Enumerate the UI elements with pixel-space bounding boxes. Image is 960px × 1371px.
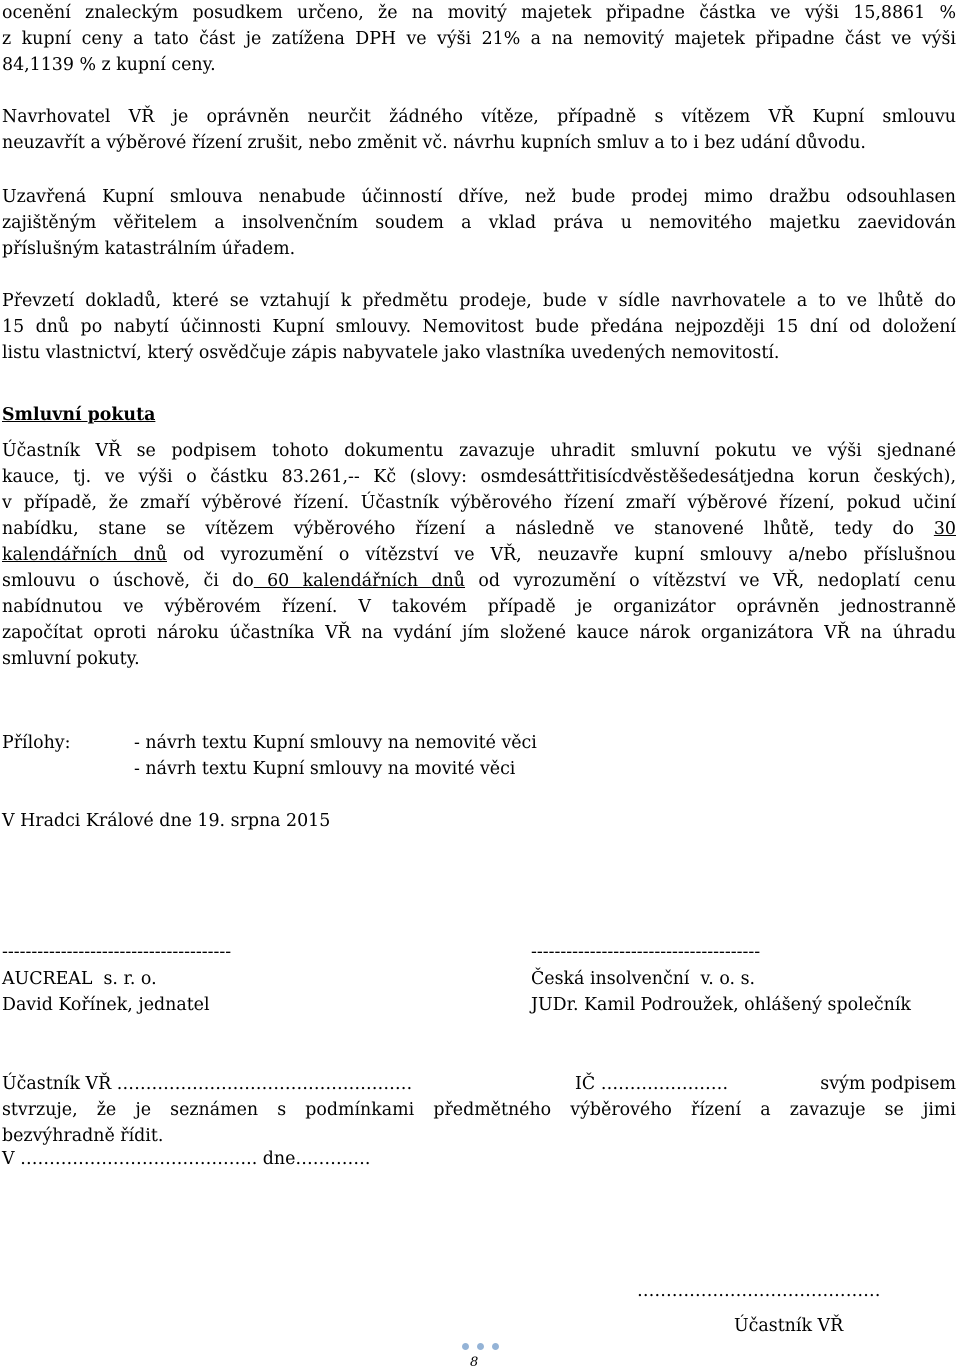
text-line: listu vlastnictví, který osvědčuje zápis nabyvatele jako vlastníka uvedených nemovitostí. [2, 343, 780, 363]
place-date: V Hradci Králové dne 19. srpna 2015 [2, 811, 331, 831]
text-line: Navrhovatel VŘ je oprávněn neurčit žádného vítěze, případně s vítězem VŘ Kupní smlouvu [2, 107, 956, 127]
text-line: příslušným katastrálním úřadem. [2, 239, 296, 259]
underlined-days: 60 kalendářních dnů [253, 571, 466, 591]
participant-signature-dots: …………………………………… [637, 1281, 881, 1301]
signature-line-left: --------------------------------------- [2, 942, 232, 962]
text-segment: svým podpisem [820, 1074, 956, 1094]
text-line [2, 516, 956, 542]
text-line: nabídnutou ve výběrovém řízení. V takovém případě je organizátor oprávněn jednostranně [2, 597, 956, 617]
text-line: započítat oproti nároku účastníka VŘ na vydání jím složené kauce nárok organizátora VŘ na úhradu [2, 623, 956, 643]
text-line: neuzavřít a výběrové řízení zrušit, nebo změnit vč. návrhu kupních smluv a to i bez udání důvodu. [2, 133, 866, 153]
text-line: Účastník VŘ se podpisem tohoto dokumentu zavazuje uhradit smluvní pokutu ve výši sjednané [2, 441, 956, 461]
paragraph-participant-declaration [2, 1071, 956, 1149]
section-heading-contractual-penalty: Smluvní pokuta [2, 405, 156, 425]
text-segment: smlouvu o úschově, či do [2, 571, 254, 591]
text-segment: od vyrozumění o vítězství ve VŘ, neuzavře kupní smlouvy a/nebo příslušnou [167, 545, 956, 565]
participant-field: Účastník VŘ …………………………………………… [2, 1074, 413, 1094]
signatory-person-right: JUDr. Kamil Podroužek, ohlášený společník [531, 995, 911, 1015]
text-line: bezvýhradně řídit. [2, 1126, 164, 1146]
text-line: Uzavřená Kupní smlouva nenabude účinností dříve, než bude prodej mimo dražbu odsouhlasen [2, 187, 956, 207]
footer-dot [462, 1343, 469, 1350]
attachment-item: - návrh textu Kupní smlouvy na nemovité věci [134, 733, 537, 753]
attachment-item: - návrh textu Kupní smlouvy na movité věci [134, 759, 516, 779]
underlined-days: kalendářních dnů [2, 545, 167, 565]
signatory-org-left: AUCREAL s. r. o. [2, 969, 157, 989]
place-date-field: V ………………………………….. dne…………. [2, 1149, 371, 1169]
text-segment: nabídku, stane se vítězem výběrového řízení a následně ve stanovené lhůtě, tedy do [2, 519, 934, 539]
text-line: kauce, tj. ve výši o částku 83.261,-- Kč (slovy: osmdesáttřitisícdvěstěšedesátjedna korun českých), [2, 467, 956, 487]
text-line: zajištěným věřitelem a insolvenčním soudem a vklad práva u nemovitého majetku zaevidován [2, 213, 956, 233]
page-number: 8 [470, 1355, 479, 1370]
text-line: smluvní pokuty. [2, 649, 140, 669]
text-line: ocenění znaleckým posudkem určeno, že na movitý majetek připadne částka ve výši 15,8861 % [2, 3, 956, 23]
text-line: stvrzuje, že je seznámen s podmínkami předmětného výběrového řízení a zavazuje se jimi [2, 1100, 956, 1120]
participant-signature-label: Účastník VŘ [734, 1316, 844, 1336]
text-line: 15 dnů po nabytí účinnosti Kupní smlouvy. Nemovitost bude předána nejpozději 15 dní od doložení [2, 317, 956, 337]
text-line: z kupní ceny a tato část je zatížena DPH ve výši 21% a na nemovitý majetek připadne část ve výši [2, 29, 956, 49]
text-line: Převzetí dokladů, které se vztahují k předmětu prodeje, bude v sídle navrhovatele a to ve lhůtě do [2, 291, 956, 311]
ic-field: IČ …………………. [575, 1074, 728, 1094]
footer-dots-decoration [462, 1343, 506, 1351]
underlined-days: 30 [933, 519, 956, 539]
signatory-person-left: David Kořínek, jednatel [2, 995, 210, 1015]
text-line [2, 1071, 956, 1097]
paragraph-no-winner [2, 104, 956, 156]
text-line: v případě, že zmaří výběrové řízení. Účastník výběrového řízení zmaří výběrové řízení, pokud učiní [2, 493, 956, 513]
attachments-label: Přílohy: [2, 733, 71, 753]
footer-dot [492, 1343, 499, 1350]
paragraph-contract-effect [2, 184, 956, 262]
signature-line-right: --------------------------------------- [531, 942, 761, 962]
paragraph-penalty [2, 438, 956, 672]
footer-dot [477, 1343, 484, 1350]
signatory-org-right: Česká insolvenční v. o. s. [531, 969, 756, 989]
paragraph-price-allocation [2, 0, 956, 78]
text-line [2, 568, 956, 594]
text-line: 84,1139 % z kupní ceny. [2, 55, 216, 75]
text-line [2, 542, 956, 568]
text-segment: od vyrozumění o vítězství ve VŘ, nedoplatí cenu [465, 571, 957, 591]
paragraph-handover [2, 288, 956, 366]
